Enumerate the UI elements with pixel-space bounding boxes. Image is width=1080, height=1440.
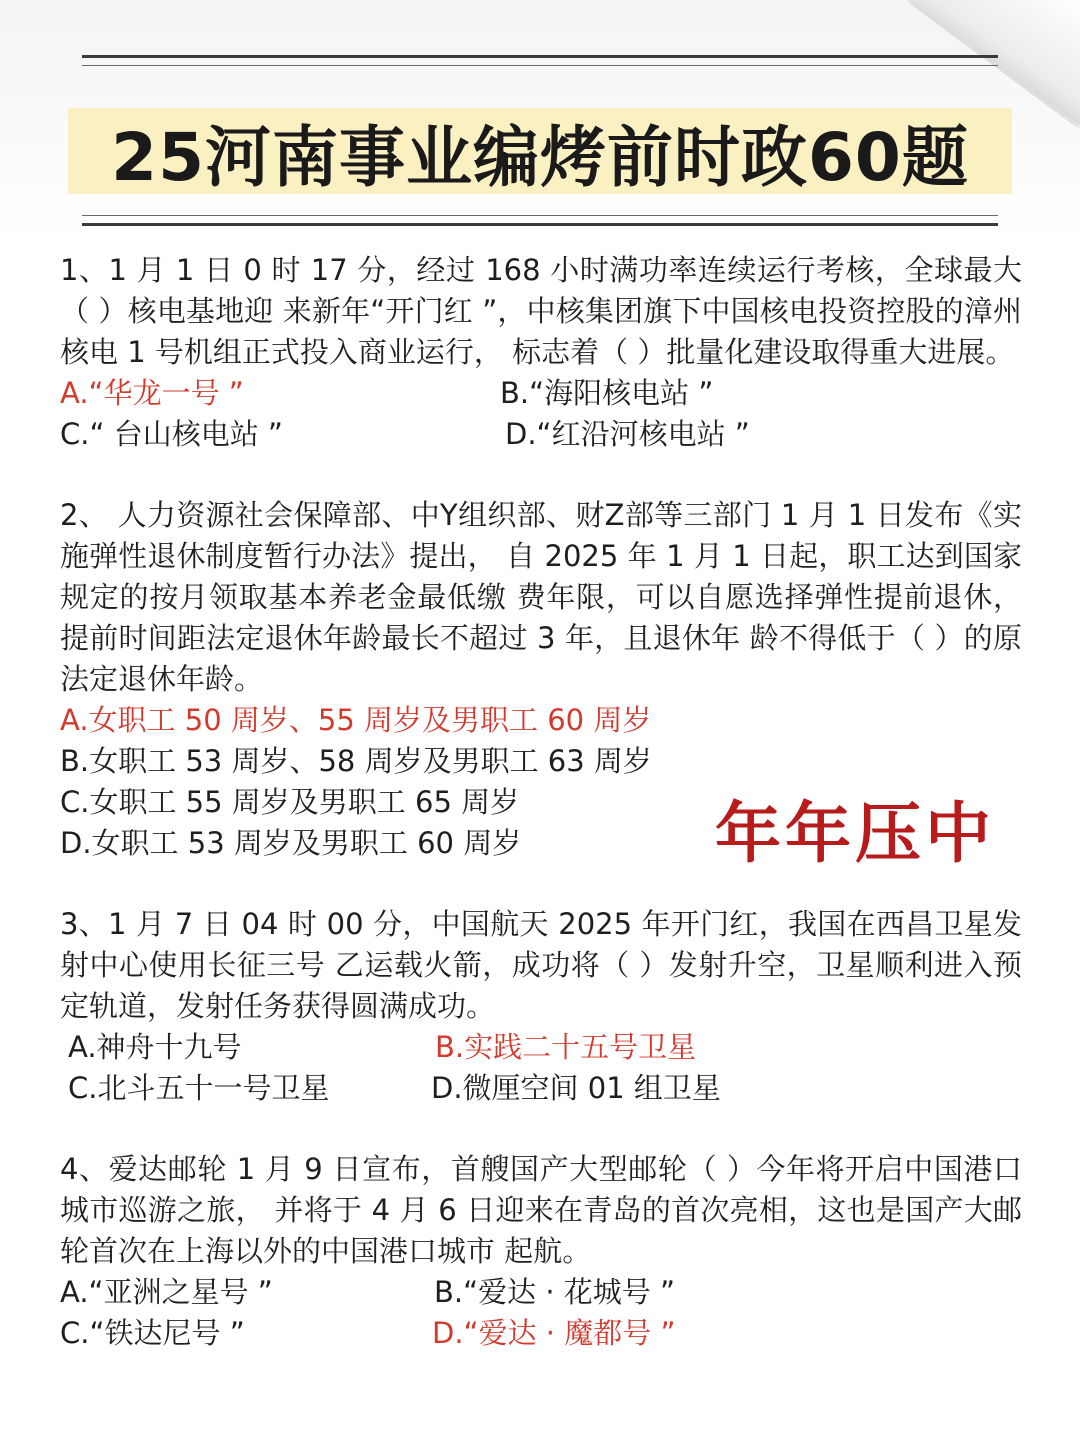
option-row xyxy=(60,414,1022,455)
option-b: B.“爱达 · 花城号 ” xyxy=(434,1275,676,1309)
option-row xyxy=(60,741,1022,782)
option-row xyxy=(60,1313,1022,1354)
option-d: D.“爱达 · 魔都号 ” xyxy=(432,1316,676,1350)
stamp-text: 年年压中 xyxy=(715,794,995,872)
question-stem: 2、 人力资源社会保障部、中Y组织部、财Z部等三部门 1 月 1 日发布《实施弹性退休制度暂行办法》提出， 自 2025 年 1 月 1 日起，职工达到国家规定的按月领取基本养老金最低缴 费年限，可以自愿选择弹性提前退休，提前时间距法定退休年龄最长不超过 3 年，且退休年 龄不得低于（ ）的原法定退休年龄。 xyxy=(60,498,1022,696)
option-c: C.“铁达尼号 ” xyxy=(60,1316,245,1350)
question-1 xyxy=(60,250,1022,455)
bottom-rule xyxy=(82,223,998,226)
option-d: D.微厘空间 01 组卫星 xyxy=(431,1071,721,1105)
option-a: A.神舟十九号 xyxy=(68,1030,242,1064)
option-b: B.女职工 53 周岁、58 周岁及男职工 63 周岁 xyxy=(60,744,652,778)
option-row xyxy=(60,373,1022,414)
option-c: C.“ 台山核电站 ” xyxy=(60,417,283,451)
top-rule-thin xyxy=(82,65,998,66)
option-d: D.“红沿河核电站 ” xyxy=(505,417,750,451)
top-rule xyxy=(82,55,998,58)
option-row xyxy=(60,700,1022,741)
option-row xyxy=(60,1272,1022,1313)
option-a: A.“亚洲之星号 ” xyxy=(60,1275,273,1309)
question-stem: 3、1 月 7 日 04 时 00 分，中国航天 2025 年开门红，我国在西昌卫星发射中心使用长征三号 乙运载火箭，成功将（ ）发射升空，卫星顺利进入预定轨道，发射任务获得圆满成功。 xyxy=(60,907,1022,1023)
option-a: A.女职工 50 周岁、55 周岁及男职工 60 周岁 xyxy=(60,703,652,737)
option-row xyxy=(60,1027,1022,1068)
question-4 xyxy=(60,1149,1022,1354)
option-b: B.实践二十五号卫星 xyxy=(435,1030,697,1064)
option-b: B.“海阳核电站 ” xyxy=(500,376,714,410)
question-stem: 4、爱达邮轮 1 月 9 日宣布，首艘国产大型邮轮（ ）今年将开启中国港口城市巡游之旅， 并将于 4 月 6 日迎来在青岛的首次亮相，这也是国产大邮轮首次在上海以外的中国港口城市 起航。 xyxy=(60,1152,1022,1268)
title-banner xyxy=(68,108,1012,194)
option-c: C.北斗五十一号卫星 xyxy=(68,1071,330,1105)
option-a: A.“华龙一号 ” xyxy=(60,376,244,410)
question-3 xyxy=(60,904,1022,1109)
page-title: 25河南事业编烤前时政60题 xyxy=(111,118,969,196)
question-stem: 1、1 月 1 日 0 时 17 分，经过 168 小时满功率连续运行考核，全球最大（ ）核电基地迎 来新年“开门红 ”，中核集团旗下中国核电投资控股的漳州核电 1 号机组正式投入商业运行， 标志着（ ）批量化建设取得重大进展。 xyxy=(60,253,1022,369)
option-c: C.女职工 55 周岁及男职工 65 周岁 xyxy=(60,785,520,819)
bottom-rule-thin xyxy=(82,215,998,216)
option-d: D.女职工 53 周岁及男职工 60 周岁 xyxy=(60,826,522,860)
option-row xyxy=(60,1068,1022,1109)
